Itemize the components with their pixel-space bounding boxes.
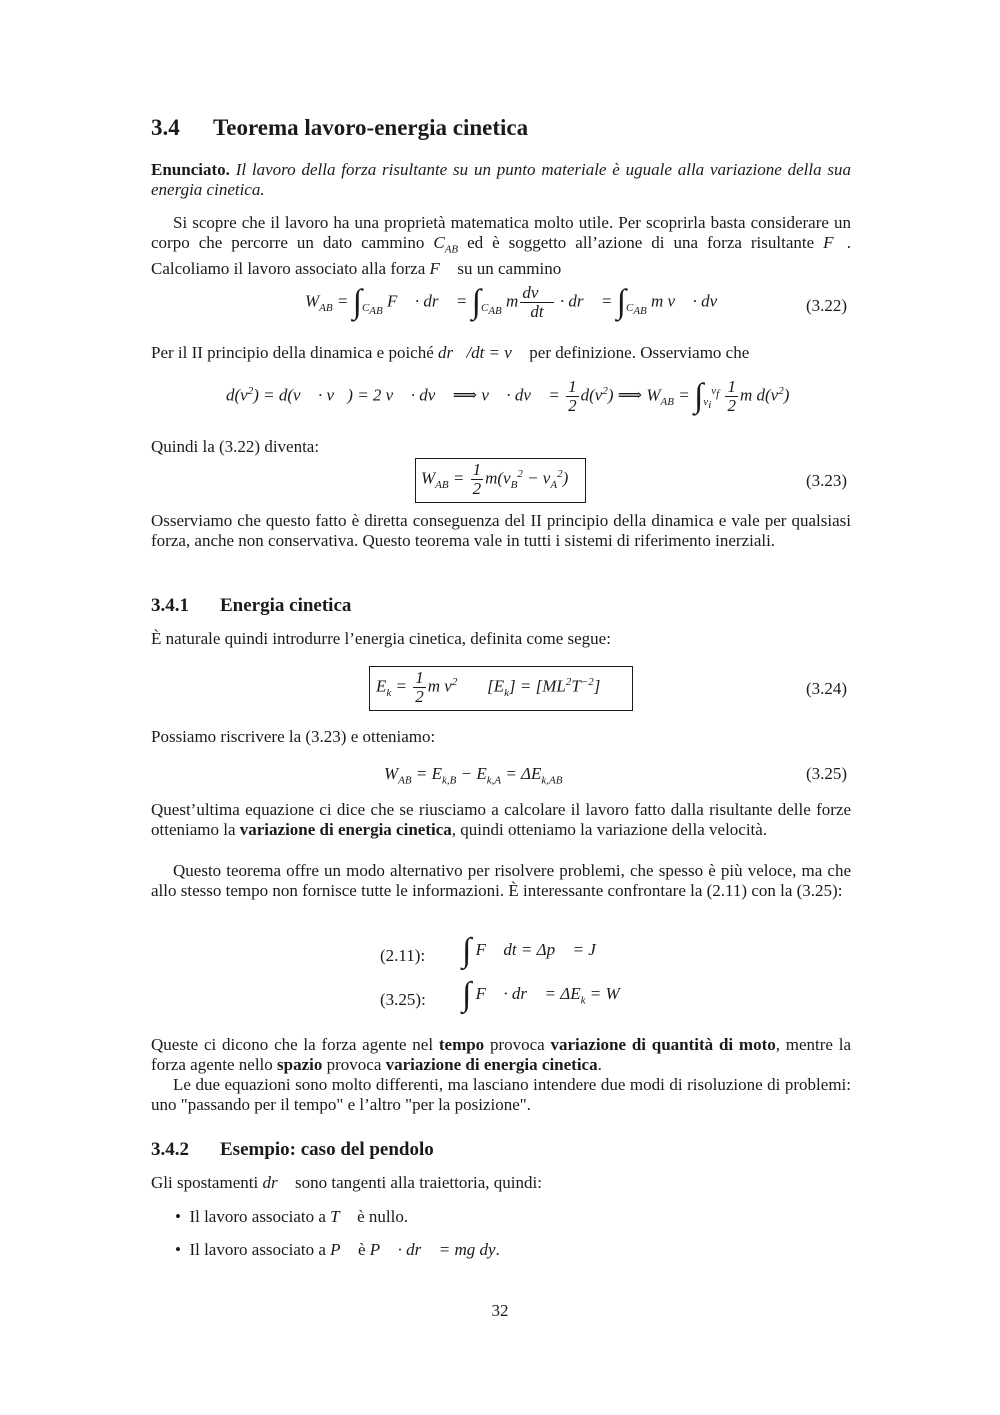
equation-number: (3.23) [806, 471, 848, 490]
p1-c: . Calcoliamo il lavoro associato alla forza [151, 233, 851, 279]
p9-h: variazione di energia cinetica [385, 1055, 598, 1074]
f-vector-symbol: F⃗ [429, 259, 454, 279]
compare-equation-2: ∫ F⃗ · dr⃗ = $\Delta E_k = W$ [462, 976, 620, 1013]
p11-b: sono tangenti alla traiettoria, quindi: [290, 1173, 542, 1192]
equation-3-24: $E_k$ = $\frac{1}{2}$ m $v^2$ $[E_k] = [ML^2T^{-2}]$ [376, 668, 601, 706]
paragraph-11 [151, 1173, 851, 1193]
paragraph-3: Quindi la (3.22) diventa: [151, 437, 320, 456]
bullet-icon: • [175, 1240, 181, 1259]
p2-b: per definizione. Osserviamo che [525, 343, 750, 362]
compare-label-2: (3.25): [380, 990, 426, 1009]
p1-a: Si scopre che il lavoro ha una proprietà matematica molto utile. Per scoprirla basta considerare un corpo che percorre un dato cammino [151, 213, 851, 252]
p2-a: Per il II principio della dinamica e poiché [151, 343, 439, 362]
p1-b: ed è soggetto all’azione di una forza risultante [458, 233, 824, 252]
dr-vector-symbol: dr⃗ [262, 1173, 291, 1192]
paragraph-5: È naturale quindi introdurre l’energia cinetica, definita come segue: [151, 629, 611, 648]
p9-g: provoca [322, 1055, 386, 1074]
paragraph-7 [151, 800, 851, 840]
equation-number: (3.25) [806, 764, 848, 783]
p7-a: Quest’ultima equazione ci dice che se riusciamo a calcolare il lavoro fatto dalla risultante delle forze otteniamo la [151, 800, 851, 839]
equation-3-22: $W_{AB} = \int_{C_{AB}}$ F⃗ · dr⃗ = $\int_{C_{AB}}$ m $\frac{dv⃗}{dt}$ · dr⃗ = $\int_{C_{AB}}$ m v⃗ · dv⃗ [305, 283, 731, 321]
equation-number: (3.22) [806, 296, 848, 315]
p9-f: spazio [277, 1055, 323, 1074]
statement-label: Enunciato. [151, 160, 230, 179]
p1-d: su un cammino [453, 259, 562, 279]
p7-b: variazione di energia cinetica [239, 820, 452, 839]
paragraph-9 [151, 1035, 851, 1075]
subsection-title: Energia cinetica [220, 595, 352, 616]
section-title: Teorema lavoro-energia cinetica [213, 115, 529, 140]
list-item [175, 1207, 408, 1227]
equation-3-25: $W_{AB} = E_{k,B} - E_{k,A} = \Delta E_{k,AB}$ [384, 764, 563, 787]
page-number: 32 [491, 1301, 509, 1320]
statement-text: Il lavoro della forza risultante su un punto materiale è uguale alla variazione della sua energia cinetica. [151, 160, 852, 199]
f-vector-symbol: F⃗ [823, 233, 847, 252]
paragraph-2 [151, 343, 851, 363]
list-item: • Il lavoro associato a P⃗ è P⃗ · dr⃗ = mg dy. [175, 1240, 500, 1259]
equation-3-23: $W_{AB}$ = $\frac{1}{2}$ $m(v_B^2 - v_A^2)$ [421, 460, 569, 498]
paragraph-8: Questo teorema offre un modo alternativo per risolvere problemi, che spesso è più veloce, ma che allo stesso tempo non fornisce tutte le informazioni. È interessante confrontare la (2.11) con la (3.25): [151, 861, 851, 900]
p9-b: tempo [438, 1035, 485, 1054]
p9-a: Queste ci dicono che la forza agente nel [151, 1035, 439, 1054]
p11-a: Gli spostamenti [151, 1173, 263, 1192]
velocity-definition: dr⃗/dt = v⃗ [438, 343, 526, 362]
subsection-number: 3.4.2 [151, 1139, 189, 1160]
b1-b: è nullo. [352, 1207, 409, 1226]
subsection-title: Esempio: caso del pendolo [220, 1139, 434, 1160]
p-vector-symbol: P⃗ [330, 1240, 354, 1259]
paragraph-4: Osserviamo che questo fatto è diretta conseguenza del II principio della dinamica e vale per qualsiasi forza, anche non conservativa. Questo teorema vale in tutti i sistemi di riferimento inerziali. [151, 511, 851, 550]
subsection-heading [151, 596, 851, 616]
bullet-icon: • [175, 1207, 181, 1226]
p9-e: , mentre la forza agente nello [151, 1035, 852, 1074]
section-number: 3.4 [151, 115, 180, 140]
subsection-heading [151, 1140, 851, 1160]
derivation-equation: $d(v^2)$ = d(v⃗ · v⃗) = 2 v⃗ · dv⃗ ⟹ v⃗ · dv⃗ = $\frac{1}{2}$ $d(v^2)$ ⟹ $W_{AB} = \int_{v_i}^{v_f}$ $\frac{1}{2}$ m $d(v^2)$ [226, 377, 790, 415]
statement [151, 160, 851, 200]
paragraph-10: Le due equazioni sono molto differenti, ma lasciano intendere due modi di risoluzione di problemi: uno "passando per il tempo" e l’altro "per la posizione". [151, 1075, 851, 1114]
work-of-weight: P⃗ · dr⃗ = mg dy [369, 1240, 496, 1259]
c-ab-symbol: $C_{AB}$ [433, 233, 459, 256]
paragraph-6: Possiamo riscrivere la (3.23) e otteniamo: [151, 727, 436, 746]
subsection-number: 3.4.1 [151, 595, 189, 616]
compare-equation-1: ∫ F⃗ dt = Δp⃗ = J⃗ [462, 932, 610, 969]
p9-d: variazione di quantità di moto [550, 1035, 776, 1054]
b1-a: Il lavoro associato a [189, 1207, 331, 1226]
b2-b: è [353, 1240, 370, 1259]
section-heading [151, 115, 851, 140]
t-vector-symbol: T⃗ [330, 1207, 353, 1226]
b2-a: Il lavoro associato a [189, 1240, 331, 1259]
compare-label-1: (2.11): [380, 946, 426, 965]
p9-c: provoca [484, 1035, 551, 1054]
paragraph-1 [151, 213, 851, 279]
p7-c: , quindi otteniamo la variazione della velocità. [451, 820, 768, 839]
equation-number: (3.24) [806, 679, 848, 698]
p9-i: . [597, 1055, 602, 1074]
